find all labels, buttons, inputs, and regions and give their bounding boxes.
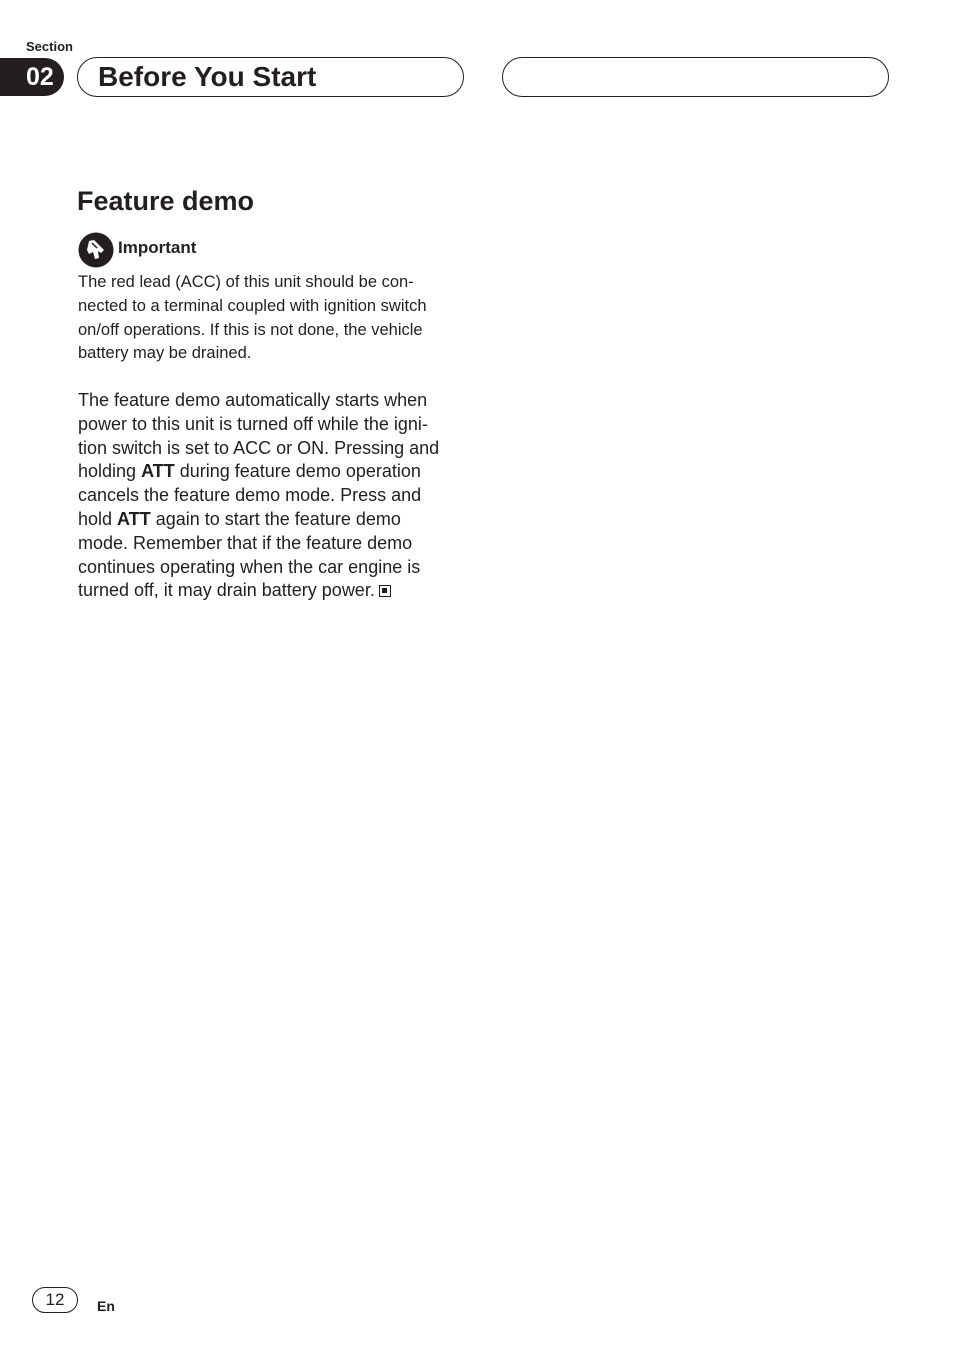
page-number: 12 [32,1287,78,1313]
section-title: Before You Start [98,61,317,92]
body-line: mode. Remember that if the feature demo [78,532,413,553]
body-line [78,579,468,603]
body-text: again to start the feature demo [150,508,401,529]
body-line: power to this unit is turned off while the igni- [78,413,428,434]
section-number-tab: 02 [0,58,64,96]
body-text: hold [78,508,118,529]
important-label: Important [118,238,197,257]
body-text: holding [78,461,142,482]
body-paragraph [78,389,468,603]
important-line: nected to a terminal coupled with ignition switch [78,296,427,315]
body-line: continues operating when the car engine is [78,556,421,577]
body-line: tion switch is set to ACC or ON. Pressing and [78,437,440,458]
empty-header-box [502,57,889,97]
important-text [78,271,468,366]
end-of-section-icon [379,585,391,597]
att-button-label: ATT [117,508,151,529]
language-code: En [97,1298,115,1314]
important-line: on/off operations. If this is not done, the vehicle [78,320,423,339]
section-label: Section [26,39,73,54]
important-hand-icon [78,232,114,268]
section-title-box [77,57,464,97]
body-line [78,460,468,484]
body-line [78,508,468,532]
body-text: during feature demo operation [174,461,421,482]
body-line: The feature demo automatically starts when [78,390,428,410]
important-line: The red lead (ACC) of this unit should be con- [78,273,414,291]
important-line: battery may be drained. [78,344,252,363]
att-button-label: ATT [141,461,175,482]
page-heading: Feature demo [77,186,255,216]
body-text: turned off, it may drain battery power. [78,580,375,601]
body-line: cancels the feature demo mode. Press and [78,485,422,506]
